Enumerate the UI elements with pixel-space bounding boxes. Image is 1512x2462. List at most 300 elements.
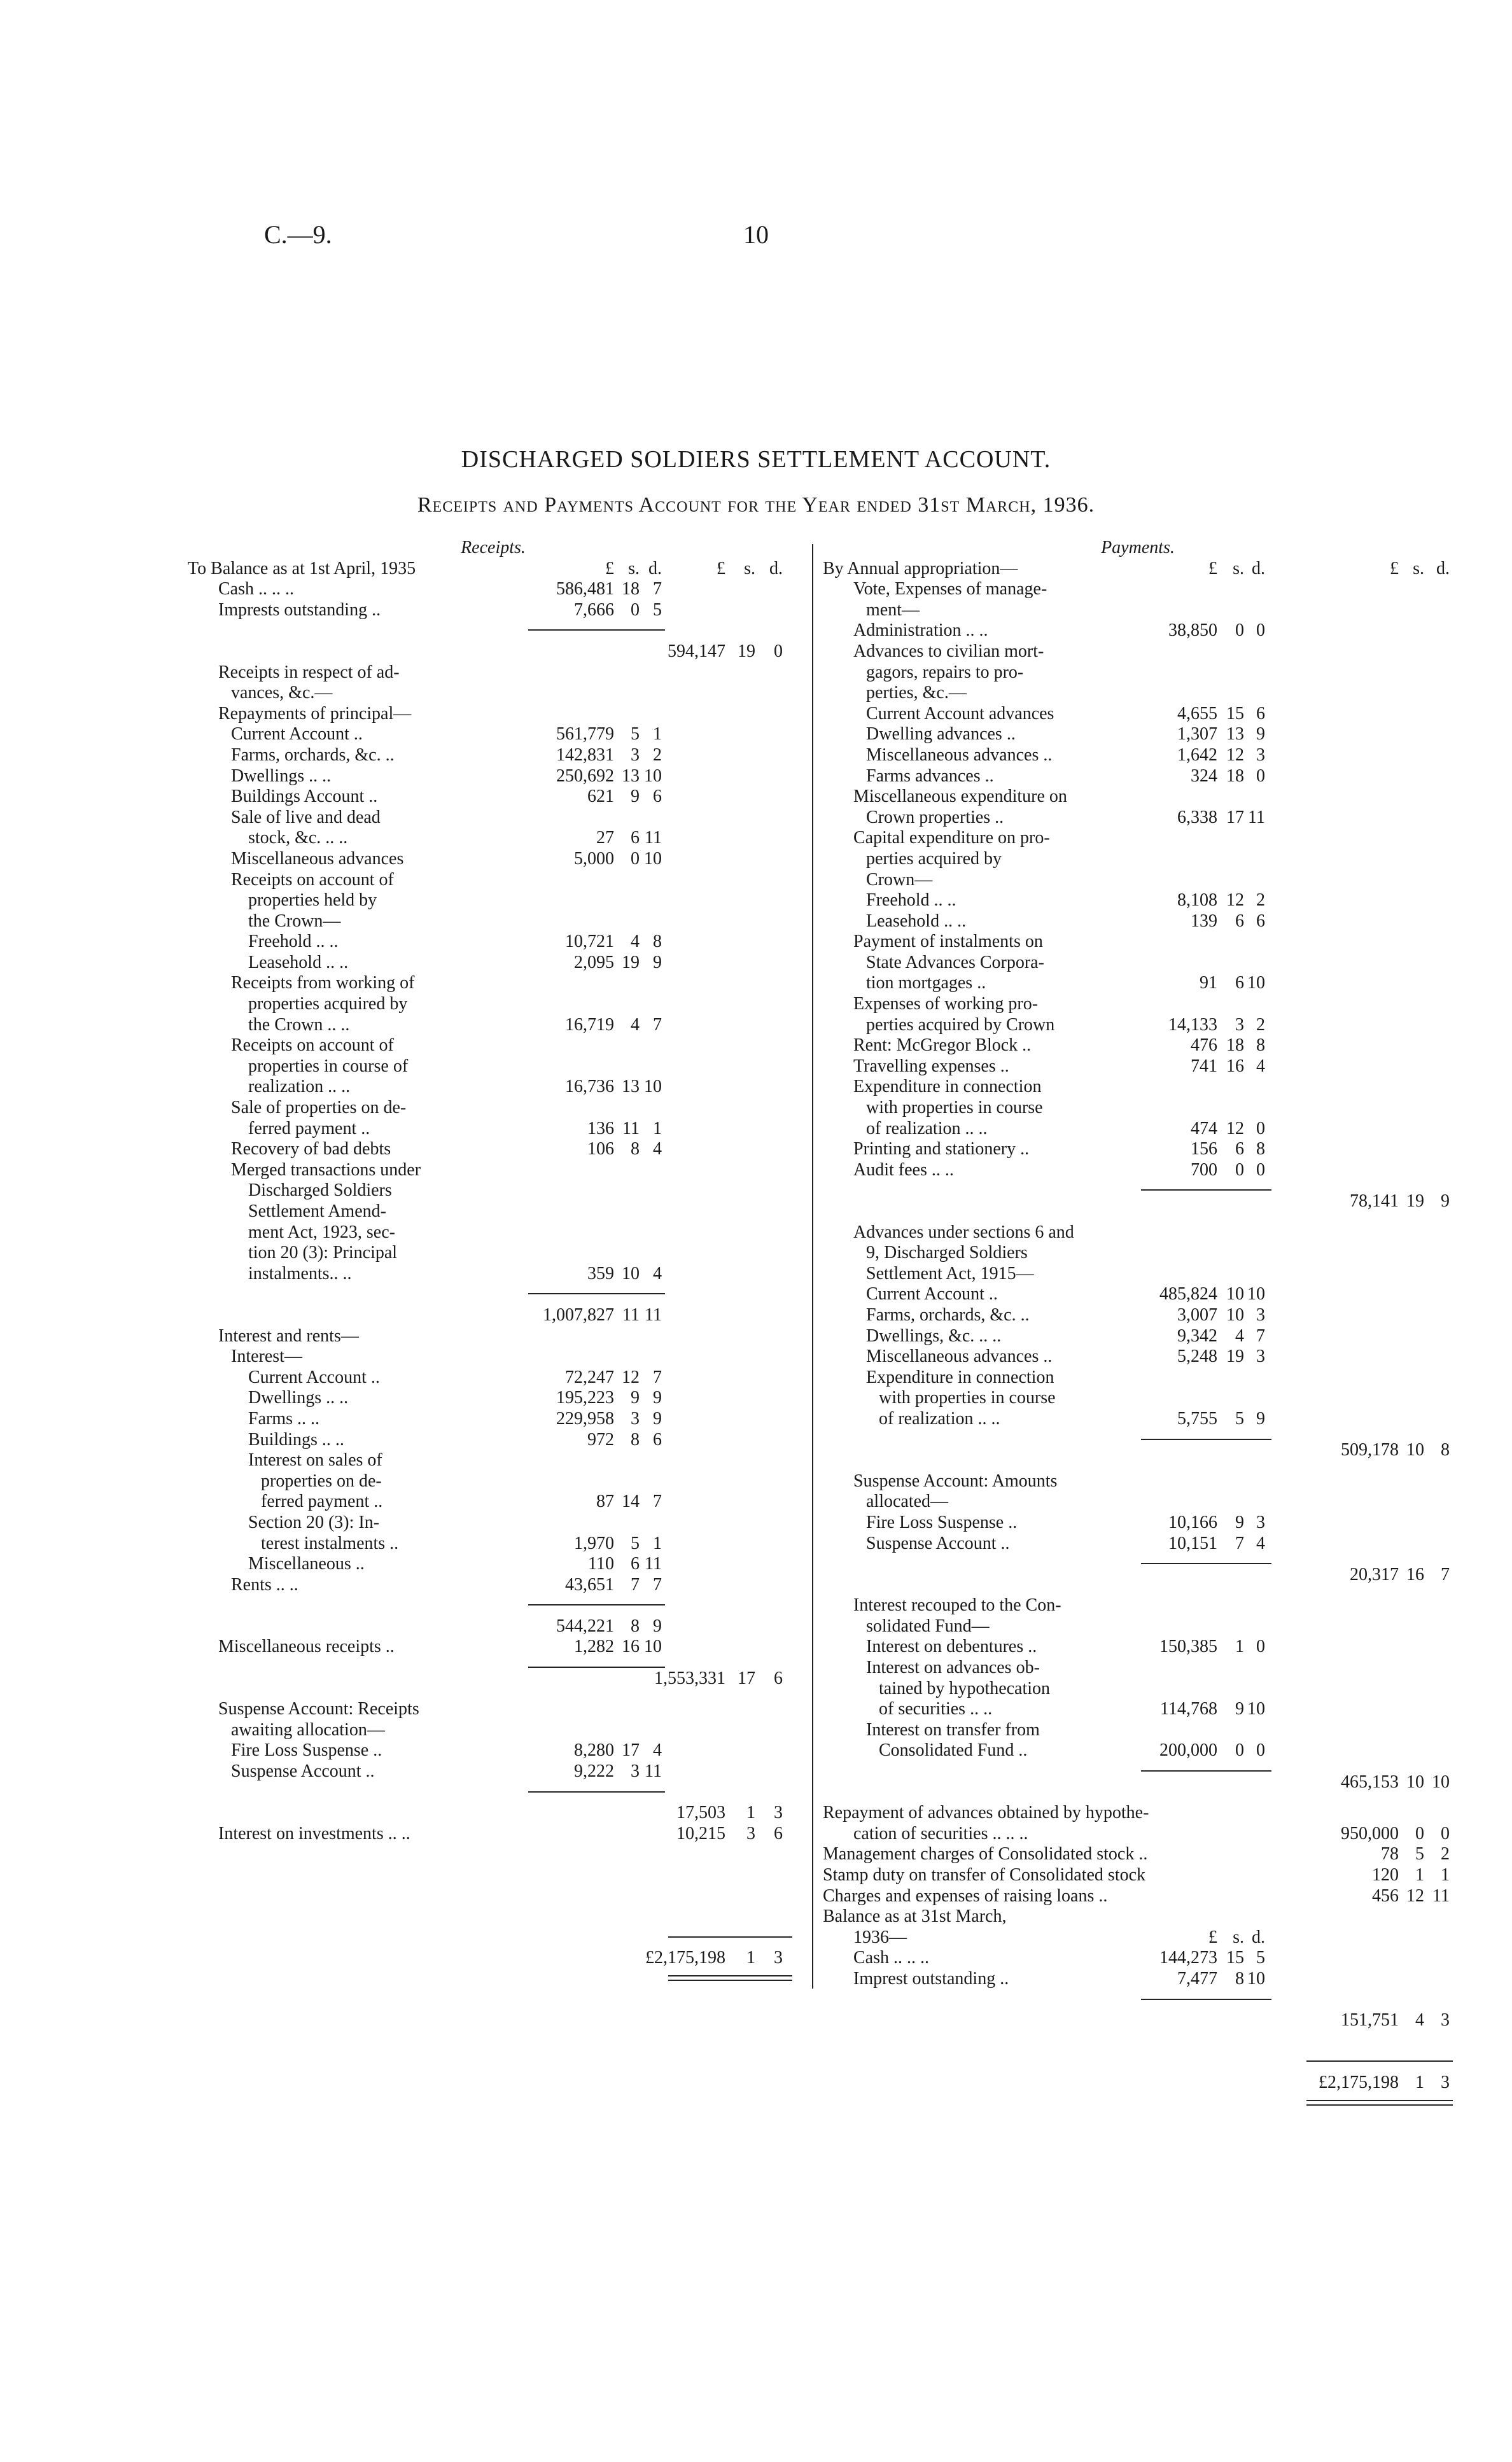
line-label: tion mortgages .. [866, 973, 986, 993]
ledger-line [823, 1139, 1453, 1160]
pounds-amount: 5,755 [1177, 1408, 1217, 1429]
line-label: Miscellaneous .. [248, 1554, 365, 1574]
ledger-line [823, 953, 1453, 974]
ledger-line [188, 1409, 799, 1430]
pence-amount: 10 [1247, 1968, 1265, 1989]
ledger-line [823, 1865, 1453, 1886]
shillings-amount: 16 [1226, 1056, 1244, 1076]
subtotal-rule [528, 1604, 665, 1605]
line-label: the Crown .. .. [248, 1014, 350, 1035]
line-label: Expenditure in connection [853, 1077, 1042, 1097]
pounds-amount: 359 [587, 1263, 614, 1283]
line-label: realization .. .. [248, 1077, 351, 1097]
ledger-line [823, 1284, 1453, 1305]
line-label: Interest— [231, 1346, 302, 1367]
line-label: Administration .. .. [853, 620, 988, 641]
pence-amount: 0 [1256, 1637, 1265, 1657]
ledger-line [823, 620, 1453, 641]
total-pounds-amount: 120 [1372, 1865, 1399, 1885]
line-label: Dwelling advances .. [866, 724, 1016, 745]
ledger-line [188, 1906, 799, 1927]
ledger-line [823, 1471, 1453, 1492]
line-label: Advances to civilian mort- [853, 641, 1044, 661]
pounds-amount: 621 [587, 787, 614, 807]
shillings-amount: 8 [631, 1429, 640, 1450]
shillings-amount: 4 [631, 1014, 640, 1035]
line-label: ment— [866, 599, 920, 620]
ledger-line [823, 662, 1453, 683]
total-shillings-amount: 19 [1406, 1191, 1424, 1211]
ledger-line [188, 1824, 799, 1845]
pounds-amount: 136 [587, 1118, 614, 1138]
pounds-amount: 250,692 [556, 766, 614, 786]
shillings-amount: 13 [1226, 724, 1244, 745]
line-label: the Crown— [248, 911, 341, 931]
pounds-amount: 476 [1191, 1035, 1217, 1056]
total-pence-amount: 0 [1441, 1823, 1450, 1843]
line-label: By Annual appropriation— [823, 558, 1018, 578]
ledger-line [188, 1844, 799, 1865]
ledger-line [188, 1160, 799, 1181]
line-label: Settlement Amend- [248, 1201, 386, 1221]
shillings-amount: 6 [631, 828, 640, 848]
ledger-line [188, 1098, 799, 1119]
line-label: Charges and expenses of raising loans .. [823, 1885, 1108, 1906]
pence-amount: 11 [645, 1554, 662, 1574]
total-shillings-amount: 19 [738, 641, 755, 661]
line-label: Travelling expenses .. [853, 1056, 1009, 1076]
ledger-line [188, 1575, 799, 1596]
ledger-line [823, 579, 1453, 600]
pounds-amount: 110 [588, 1554, 614, 1574]
total-pence-amount: 3 [774, 1803, 783, 1823]
shillings-amount: 5 [631, 1533, 640, 1553]
shillings-amount: 11 [622, 1304, 640, 1325]
shillings-amount: 19 [622, 952, 640, 972]
line-label: Fire Loss Suspense .. [231, 1740, 382, 1761]
line-label: Miscellaneous advances .. [866, 745, 1053, 765]
ledger-line [188, 787, 799, 808]
pence-amount: 3 [1256, 1304, 1265, 1325]
pence-amount: 1 [653, 1533, 662, 1553]
line-label: Miscellaneous expenditure on [853, 787, 1067, 807]
ledger-line [188, 911, 799, 932]
ledger-line [823, 559, 1453, 580]
pence-amount: 10 [644, 848, 662, 869]
ledger-line [188, 1969, 799, 1990]
line-label: Current Account .. [248, 1367, 380, 1387]
ledger-line [188, 1927, 799, 1948]
ledger-line [188, 849, 799, 870]
pounds-amount: 6,338 [1177, 807, 1217, 827]
ledger-line [188, 620, 799, 641]
line-label: Printing and stationery .. [853, 1139, 1030, 1159]
ledger-line [823, 2010, 1453, 2031]
line-label: Freehold .. .. [248, 932, 339, 952]
line-label: Payment of instalments on [853, 932, 1043, 952]
pence-amount: 9 [653, 952, 662, 972]
ledger-line [823, 683, 1453, 704]
shillings-amount: 17 [1226, 807, 1244, 827]
total-pounds-amount: 78,141 [1350, 1191, 1399, 1211]
total-pounds-amount: 10,215 [676, 1823, 725, 1843]
line-label: Freehold .. .. [866, 890, 956, 911]
page-header [0, 220, 1512, 258]
shillings-amount: 6 [1235, 911, 1244, 931]
shillings-amount: 8 [631, 1139, 640, 1159]
ledger-line [823, 1409, 1453, 1430]
shillings-amount: 14 [622, 1492, 640, 1512]
pounds-amount: 1,970 [574, 1533, 614, 1553]
pence-amount: 0 [1256, 620, 1265, 641]
pounds-amount: 229,958 [556, 1408, 614, 1429]
ledger-line [823, 1720, 1453, 1741]
ledger-line [188, 1367, 799, 1388]
ledger-line [823, 849, 1453, 870]
pence-amount: 4 [653, 1139, 662, 1159]
ledger-line [823, 1440, 1453, 1461]
shillings-amount: s. [1233, 558, 1244, 578]
ledger-line [823, 1948, 1453, 1969]
line-label: Advances under sections 6 and [853, 1222, 1074, 1242]
ledger-line [188, 1761, 799, 1782]
ledger-line [188, 766, 799, 787]
pence-amount: 7 [653, 1574, 662, 1595]
shillings-amount: 18 [1226, 1035, 1244, 1056]
ledger-line [188, 559, 799, 580]
total-pence-amount: 6 [774, 1668, 783, 1688]
line-label: Farms, orchards, &c. .. [866, 1304, 1030, 1325]
line-label: Suspense Account: Receipts [218, 1699, 419, 1719]
total-pence-amount: 8 [1441, 1440, 1450, 1460]
line-label: properties on de- [261, 1471, 382, 1491]
pence-amount: 2 [653, 745, 662, 765]
line-label: solidated Fund— [866, 1616, 990, 1636]
shillings-amount: 3 [631, 1408, 640, 1429]
line-label: Imprest outstanding .. [853, 1968, 1009, 1989]
line-label: gagors, repairs to pro- [866, 662, 1024, 682]
subtotal-rule [1141, 1999, 1271, 2000]
ledger-line [823, 890, 1453, 911]
ledger-line [823, 1565, 1453, 1586]
ledger-line [188, 1782, 799, 1803]
ledger-line [823, 1927, 1453, 1948]
pence-amount: 4 [653, 1263, 662, 1283]
line-label: Dwellings .. .. [248, 1388, 349, 1408]
total-shillings-amount: s. [744, 558, 755, 578]
pence-amount: 2 [1256, 1014, 1265, 1035]
total-shillings-amount: 0 [1415, 1823, 1424, 1843]
line-label: State Advances Corpora- [866, 952, 1044, 972]
shillings-amount: 9 [1235, 1512, 1244, 1532]
pence-amount: 4 [1256, 1056, 1265, 1076]
pence-amount: 6 [653, 787, 662, 807]
shillings-amount: 10 [1226, 1304, 1244, 1325]
ledger-line [188, 953, 799, 974]
ledger-line [823, 1243, 1453, 1264]
pounds-amount: 1,307 [1177, 724, 1217, 745]
pence-amount: 8 [653, 932, 662, 952]
shillings-amount: 0 [1235, 620, 1244, 641]
total-shillings-amount: 4 [1415, 2010, 1424, 2031]
pounds-amount: 91 [1200, 973, 1217, 993]
double-rule-top [1306, 2100, 1453, 2101]
ledger-line [823, 808, 1453, 829]
ledger-line [823, 1969, 1453, 1990]
ledger-line [823, 1616, 1453, 1637]
line-label: of realization .. .. [866, 1118, 988, 1138]
ledger-line [823, 1035, 1453, 1056]
pence-amount: 11 [1248, 807, 1265, 827]
ledger-line [823, 1222, 1453, 1243]
line-label: Merged transactions under [231, 1159, 421, 1180]
total-shillings-amount: 5 [1415, 1844, 1424, 1864]
ledger-line [823, 994, 1453, 1015]
total-shillings-amount: 1 [1415, 2072, 1424, 2092]
ledger-line [188, 1865, 799, 1886]
ledger-line [823, 1367, 1453, 1388]
ledger-line [188, 1886, 799, 1907]
pence-amount: 8 [1256, 1035, 1265, 1056]
shillings-amount: 0 [1235, 1159, 1244, 1180]
ledger-line [823, 1534, 1453, 1555]
ledger-line [823, 2094, 1453, 2115]
ledger-line [188, 994, 799, 1015]
pence-amount: 6 [653, 1429, 662, 1450]
ledger-line [188, 724, 799, 745]
shillings-amount: 11 [622, 1118, 640, 1138]
line-label: To Balance as at 1st April, 1935 [188, 558, 416, 578]
shillings-amount: 8 [1235, 1968, 1244, 1989]
line-label: Expenditure in connection [866, 1367, 1054, 1387]
shillings-amount: 18 [1226, 766, 1244, 786]
line-label: Current Account .. [866, 1284, 998, 1304]
line-label: 9, Discharged Soldiers [866, 1243, 1028, 1263]
ledger-line [823, 724, 1453, 745]
pounds-amount: 16,719 [565, 1014, 614, 1035]
payments-heading: Payments. [1101, 538, 1175, 557]
ledger-line [188, 1554, 799, 1575]
pence-amount: 7 [653, 1367, 662, 1387]
pence-amount: 5 [1256, 1948, 1265, 1968]
ledger-line [823, 1305, 1453, 1326]
pounds-amount: 142,831 [556, 745, 614, 765]
ledger-line [188, 932, 799, 953]
line-label: Farms, orchards, &c. .. [231, 745, 395, 765]
ledger-line [823, 1513, 1453, 1534]
line-label: Leasehold .. .. [866, 911, 967, 931]
line-label: Cash .. .. .. [853, 1948, 929, 1968]
total-shillings-amount: 10 [1406, 1772, 1424, 1792]
line-label: of securities .. .. [879, 1699, 993, 1719]
pence-amount: d. [1252, 1927, 1265, 1947]
total-pence-amount: 3 [1441, 2010, 1450, 2031]
line-label: Rent: McGregor Block .. [853, 1035, 1032, 1056]
line-label: Repayment of advances obtained by hypothe- [823, 1803, 1149, 1823]
pence-amount: 8 [1256, 1139, 1265, 1159]
line-label: Settlement Act, 1915— [866, 1263, 1034, 1283]
ledger-line [188, 1450, 799, 1471]
pounds-amount: 2,095 [574, 952, 614, 972]
pounds-amount: 1,282 [574, 1637, 614, 1657]
ledger-line [823, 911, 1453, 932]
line-label: Receipts from working of [231, 973, 415, 993]
total-pence-amount: d. [1436, 558, 1450, 578]
ledger-line [188, 1803, 799, 1824]
total-shillings-amount: 1 [746, 1948, 755, 1968]
line-label: Crown properties .. [866, 807, 1004, 827]
pounds-amount: 1,007,827 [543, 1304, 614, 1325]
ledger-line [823, 1015, 1453, 1036]
total-pence-amount: 3 [1441, 2072, 1450, 2092]
ledger-line [188, 1513, 799, 1534]
pence-amount: 10 [1247, 973, 1265, 993]
line-label: Interest on debentures .. [866, 1637, 1037, 1657]
line-label: Buildings .. .. [248, 1429, 344, 1450]
total-shillings-amount: 10 [1406, 1440, 1424, 1460]
shillings-amount: 9 [1235, 1699, 1244, 1719]
line-label: Audit fees .. .. [853, 1159, 954, 1180]
pence-amount: 9 [1256, 1408, 1265, 1429]
ledger-line [823, 828, 1453, 849]
ledger-line [823, 1492, 1453, 1513]
total-pounds-amount: 17,503 [676, 1803, 725, 1823]
pence-amount: 9 [653, 1388, 662, 1408]
ledger-line [188, 1948, 799, 1969]
line-label: Cash .. .. .. [218, 579, 294, 599]
total-pounds-amount: 465,153 [1341, 1772, 1399, 1792]
pence-amount: 11 [645, 1304, 662, 1325]
pounds-amount: 561,779 [556, 724, 614, 745]
shillings-amount: 3 [1235, 1014, 1244, 1035]
shillings-amount: s. [628, 558, 640, 578]
pence-amount: 1 [653, 724, 662, 745]
shillings-amount: 7 [1235, 1533, 1244, 1553]
pence-amount: 9 [653, 1616, 662, 1636]
total-shillings-amount: 3 [746, 1823, 755, 1843]
ledger-line [188, 1388, 799, 1409]
total-pence-amount: 7 [1441, 1564, 1450, 1584]
pence-amount: 10 [1247, 1284, 1265, 1304]
subtotal-rule [528, 629, 665, 631]
ledger-line [823, 1077, 1453, 1098]
pounds-amount: 474 [1191, 1118, 1217, 1138]
pounds-amount: 43,651 [565, 1574, 614, 1595]
shillings-amount: 0 [631, 599, 640, 620]
ledger-line [823, 641, 1453, 662]
line-label: Receipts in respect of ad- [218, 662, 400, 682]
line-label: Farms advances .. [866, 766, 994, 786]
ledger-line [188, 1284, 799, 1305]
line-label: Current Account .. [231, 724, 363, 745]
pounds-amount: 9,342 [1177, 1325, 1217, 1346]
total-pounds-amount: £2,175,198 [645, 1948, 725, 1968]
ledger-line [188, 579, 799, 600]
pounds-amount: 16,736 [565, 1077, 614, 1097]
account-title: DISCHARGED SOLDIERS SETTLEMENT ACCOUNT. [461, 446, 1051, 473]
ledger-line [188, 662, 799, 683]
double-rule-top [668, 1975, 792, 1976]
shillings-amount: 18 [622, 579, 640, 599]
pence-amount: 7 [653, 579, 662, 599]
ledger-line [188, 1035, 799, 1056]
document-code: C.—9. [264, 220, 332, 249]
pounds-amount: 139 [1191, 911, 1217, 931]
line-label: Interest on sales of [248, 1450, 382, 1471]
pounds-amount: 195,223 [556, 1388, 614, 1408]
ledger-line [188, 704, 799, 725]
shillings-amount: 15 [1226, 703, 1244, 724]
shillings-amount: 6 [1235, 1139, 1244, 1159]
shillings-amount: 0 [1235, 1740, 1244, 1761]
total-pence-amount: 9 [1441, 1191, 1450, 1211]
line-label: Repayments of principal— [218, 703, 412, 724]
pence-amount: 0 [1256, 1118, 1265, 1138]
ledger-line [823, 745, 1453, 766]
shillings-amount: 1 [1235, 1637, 1244, 1657]
pence-amount: 4 [653, 1740, 662, 1761]
ledger-line [188, 1015, 799, 1036]
pounds-amount: 9,222 [574, 1761, 614, 1782]
ledger-line [823, 973, 1453, 994]
pounds-amount: 10,166 [1168, 1512, 1217, 1532]
pence-amount: 9 [1256, 724, 1265, 745]
pounds-amount: 1,642 [1177, 745, 1217, 765]
total-pounds-amount: 20,317 [1350, 1564, 1399, 1584]
line-label: Miscellaneous advances .. [866, 1346, 1053, 1367]
ledger-line [823, 1326, 1453, 1347]
shillings-amount: 13 [622, 1077, 640, 1097]
pence-amount: 7 [653, 1014, 662, 1035]
line-label: Receipts on account of [231, 1035, 394, 1056]
line-label: Suspense Account .. [231, 1761, 375, 1782]
shillings-amount: 15 [1226, 1948, 1244, 1968]
total-pence-amount: 11 [1432, 1885, 1450, 1906]
ledger-line [823, 787, 1453, 808]
line-label: Suspense Account .. [866, 1533, 1010, 1553]
ledger-line [823, 1119, 1453, 1140]
ledger-line [188, 1699, 799, 1720]
pounds-amount: 10,721 [565, 932, 614, 952]
shillings-amount: 17 [622, 1740, 640, 1761]
total-shillings-amount: 16 [1406, 1564, 1424, 1584]
shillings-amount: 4 [1235, 1325, 1244, 1346]
ledger-line [188, 1305, 799, 1326]
receipts-heading: Receipts. [461, 538, 526, 557]
pounds-amount: 38,850 [1168, 620, 1217, 641]
ledger-line [823, 2031, 1453, 2052]
pounds-amount: 10,151 [1168, 1533, 1217, 1553]
ledger-line [823, 932, 1453, 953]
line-label: terest instalments .. [261, 1533, 399, 1553]
total-pence-amount: 1 [1441, 1865, 1450, 1885]
ledger-line [188, 1430, 799, 1451]
shillings-amount: 12 [622, 1367, 640, 1387]
ledger-line [188, 1637, 799, 1658]
pence-amount: 11 [645, 1761, 662, 1782]
pounds-amount: 700 [1191, 1159, 1217, 1180]
total-pounds-amount: 1,553,331 [654, 1668, 725, 1688]
pence-amount: 4 [1256, 1533, 1265, 1553]
ledger-line [188, 683, 799, 704]
pounds-amount: 5,248 [1177, 1346, 1217, 1367]
shillings-amount: 10 [622, 1263, 640, 1283]
ledger-line [188, 1720, 799, 1741]
pounds-amount: 3,007 [1177, 1304, 1217, 1325]
ledger-line [823, 1803, 1453, 1824]
line-label: allocated— [866, 1492, 949, 1512]
line-label: Sale of properties on de- [231, 1098, 407, 1118]
